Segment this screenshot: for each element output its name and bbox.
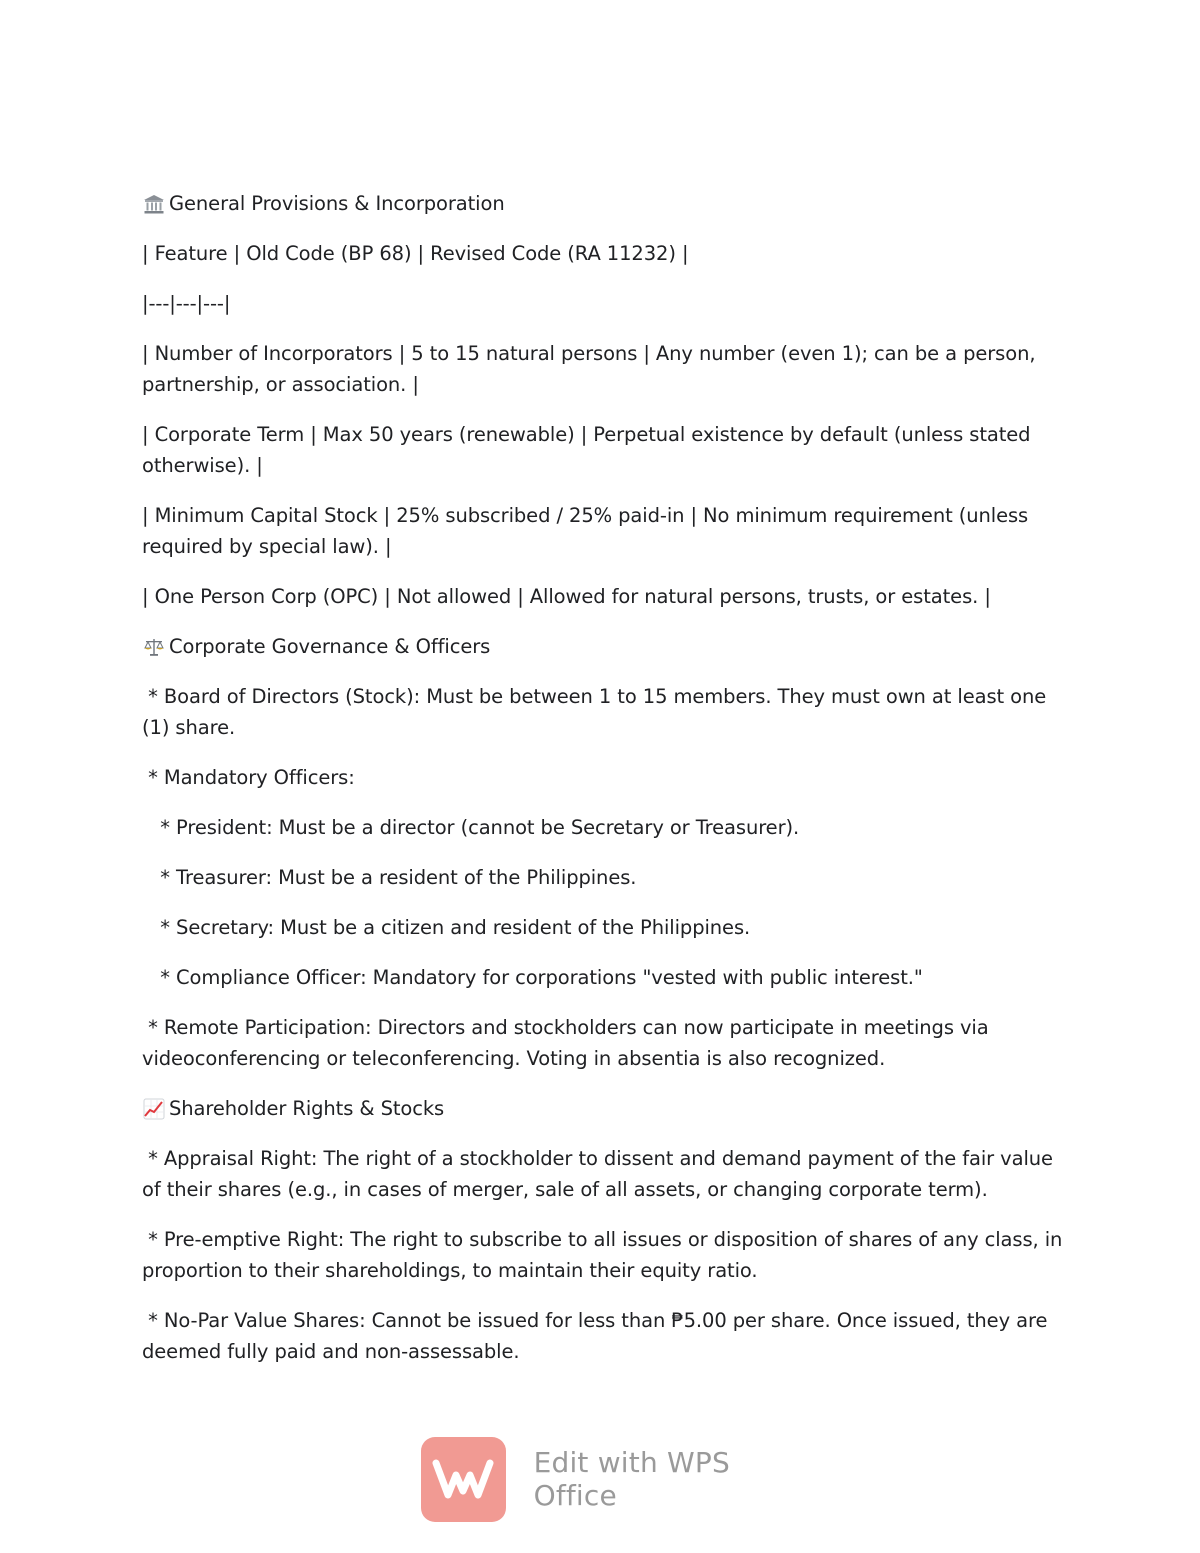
list-item-president: * President: Must be a director (cannot be Secretary or Treasurer). — [142, 816, 800, 839]
list-item-pre-emptive-right: * Pre-emptive Right: The right to subscribe to all issues or disposition of shares of any class, in proportion to their shareholdings, to maintain their equity ratio. — [142, 1228, 1069, 1282]
section-heading-text: Shareholder Rights & Stocks — [169, 1097, 445, 1120]
classical-building-icon — [142, 192, 166, 216]
table-row-opc: | One Person Corp (OPC) | Not allowed | Allowed for natural persons, trusts, or estates. | — [142, 585, 991, 608]
list-item-remote-participation: * Remote Participation: Directors and stockholders can now participate in meetings via videoconferencing or teleconferencing. Voting in absentia is also recognized. — [142, 1016, 995, 1070]
section-heading-general-provisions — [142, 188, 1072, 219]
list-item-compliance-officer: * Compliance Officer: Mandatory for corporations "vested with public interest." — [142, 966, 923, 989]
section-heading-text: Corporate Governance & Officers — [169, 635, 491, 658]
table-row-corporate-term: | Corporate Term | Max 50 years (renewable) | Perpetual existence by default (unless stated otherwise). | — [142, 423, 1037, 477]
section-heading-corporate-governance — [142, 631, 1072, 662]
chart-increasing-icon — [142, 1097, 166, 1121]
wps-logo-icon — [421, 1437, 506, 1522]
table-row-incorporators: | Number of Incorporators | 5 to 15 natural persons | Any number (even 1); can be a person, partnership, or association. | — [142, 342, 1042, 396]
document-content — [142, 188, 1072, 1386]
table-separator-line: |---|---|---| — [142, 292, 231, 315]
section-heading-shareholder-rights — [142, 1093, 1072, 1124]
table-header-line: | Feature | Old Code (BP 68) | Revised Code (RA 11232) | — [142, 242, 689, 265]
wps-edit-text: Edit with WPS Office — [533, 1446, 730, 1512]
table-row-capital-stock: | Minimum Capital Stock | 25% subscribed / 25% paid-in | No minimum requirement (unless required by special law). | — [142, 504, 1035, 558]
wps-edit-watermark[interactable] — [421, 1436, 821, 1522]
balance-scale-icon — [142, 635, 166, 659]
list-item-appraisal-right: * Appraisal Right: The right of a stockholder to dissent and demand payment of the fair value of their shares (e.g., in cases of merger, sale of all assets, or changing corporate term). — [142, 1147, 1060, 1201]
list-item-mandatory-officers: * Mandatory Officers: — [142, 766, 355, 789]
list-item-board-of-directors: * Board of Directors (Stock): Must be between 1 to 15 members. They must own at least one (1) share. — [142, 685, 1053, 739]
list-item-secretary: * Secretary: Must be a citizen and resident of the Philippines. — [142, 916, 751, 939]
list-item-no-par-value-shares: * No-Par Value Shares: Cannot be issued for less than ₱5.00 per share. Once issued, they are deemed fully paid and non-assessable. — [142, 1309, 1054, 1363]
list-item-treasurer: * Treasurer: Must be a resident of the Philippines. — [142, 866, 637, 889]
section-heading-text: General Provisions & Incorporation — [169, 192, 505, 215]
